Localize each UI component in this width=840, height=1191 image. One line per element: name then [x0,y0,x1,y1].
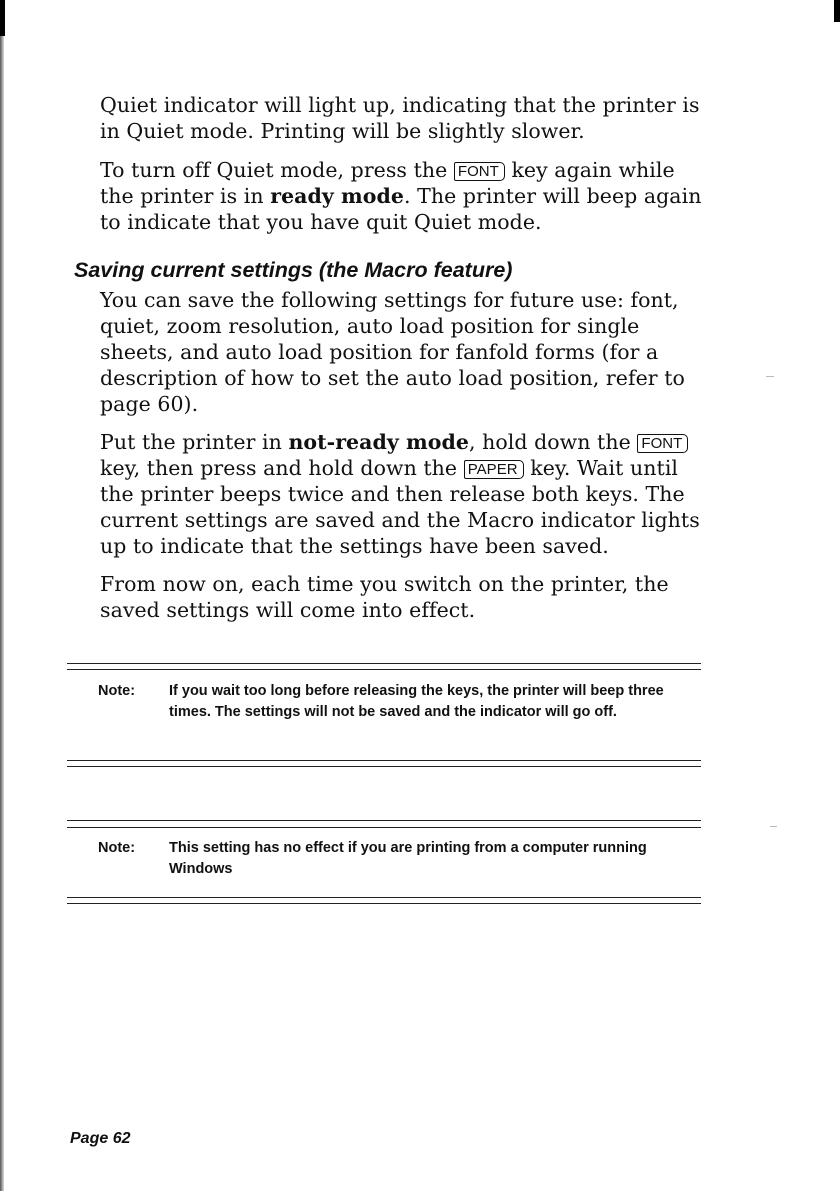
note2-rule-bottom-2 [67,903,701,904]
text-span: key. Wait until the printer beeps twice and then release both keys. The current settings are saved and the Macro indicator lights up to indicate that the settings have been saved. [100,456,700,558]
note1-text: If you wait too long before releasing the keys, the printer will beep three times. The settings will not be saved and the indicator will go off. [169,683,664,720]
paragraph-from-now-on: From now on, each time you switch on the printer, the saved settings will come into effect. [100,572,669,622]
scan-speck [770,826,777,827]
scan-edge-mark-left [0,0,5,36]
note1-rule-top-1 [67,663,701,664]
bold-not-ready-mode: not-ready mode [288,430,469,454]
page-edge-shadow [0,0,4,1191]
note2-label: Note: [98,840,136,856]
text-span: , hold down the [468,430,638,454]
paragraph-quiet-indicator: Quiet indicator will light up, indicating that the printer is in Quiet mode. Printing will be slightly slower. [100,93,700,143]
note2-text: This setting has no effect if you are printing from a computer running Windows [169,840,647,877]
note2-rule-top-2 [67,827,701,828]
scan-speck [766,376,774,377]
page-number-footer: Page 62 [70,1130,131,1147]
note2-rule-top-1 [67,820,701,821]
font-key: FONT [454,162,505,181]
text-span: Put the printer in [100,430,289,454]
note1-rule-top-2 [67,669,701,670]
note1-label: Note: [98,683,136,699]
note2-rule-bottom-1 [67,897,701,898]
paragraph-save-settings: You can save the following settings for future use: font, quiet, zoom resolution, auto load position for single sheets, and auto load position for fanfold forms (for a description of how to set the auto load position, refer to page 60). [100,288,685,416]
text-span: key again while the printer is in [100,158,675,208]
text-span: . The printer will beep again to indicate that you have quit Quiet mode. [100,184,702,234]
section-heading-macro: Saving current settings (the Macro feature) [74,258,513,282]
scan-edge-mark-right [834,0,840,22]
font-key: FONT [637,434,688,453]
text-span: key, then press and hold down the [100,456,464,480]
note1-rule-bottom-2 [67,766,701,767]
paper-key: PAPER [464,460,524,479]
paragraph-turn-off-quiet [100,157,710,235]
note1-rule-bottom-1 [67,760,701,761]
bold-ready-mode: ready mode [270,184,404,208]
paragraph-not-ready-mode [100,429,710,559]
text-span: To turn off Quiet mode, press the [100,158,454,182]
